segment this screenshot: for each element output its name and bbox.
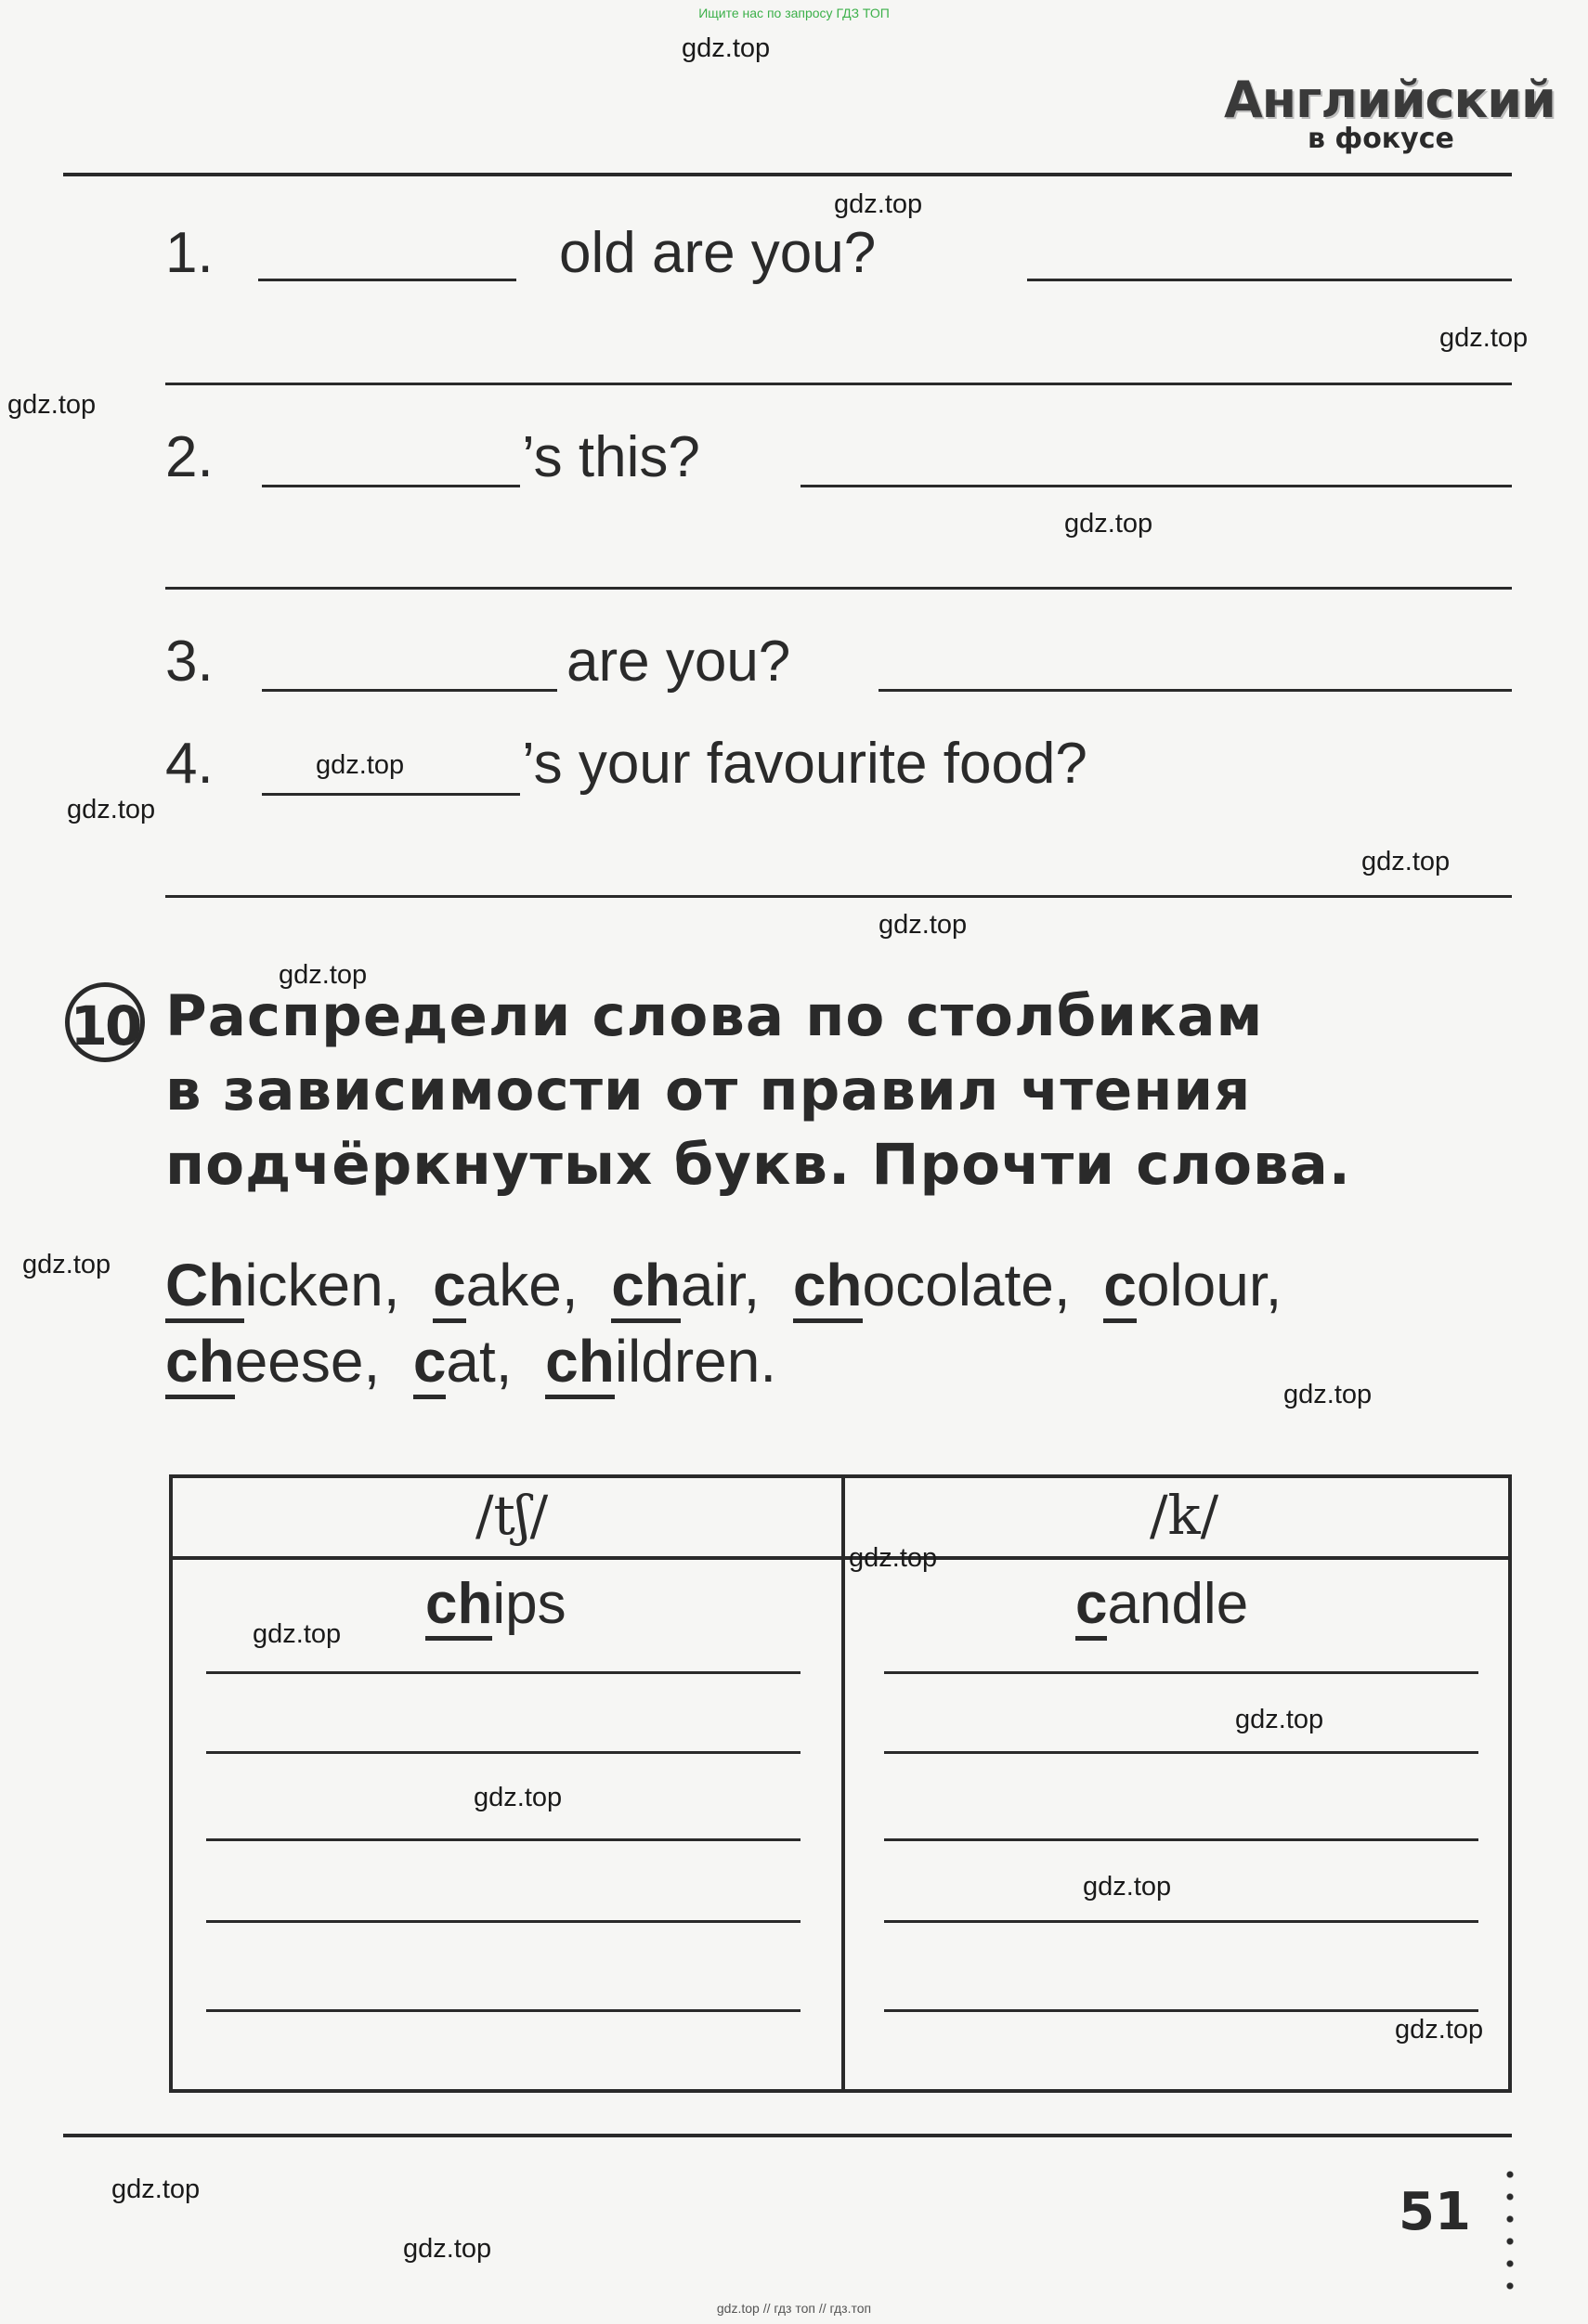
underlined-letters: ch [545,1328,615,1399]
question-1-number: 1. [165,221,214,285]
underlined-letters: Ch [165,1252,244,1323]
watermark: gdz.top [1361,847,1451,876]
answer-line [262,793,520,796]
underlined-letters: c [1075,1572,1107,1641]
exercise-title-line-3: подчёркнутых букв. Прочти слова. [165,1132,1351,1198]
answer-line [165,895,1512,898]
top-note: Ищите нас по запросу ГДЗ ТОП [698,6,890,20]
watermark: gdz.top [1235,1705,1324,1734]
column-1-header: /tʃ/ [475,1484,549,1547]
word-list-line-1 [165,1252,1282,1318]
watermark: gdz.top [67,795,156,824]
watermark: gdz.top [316,750,405,780]
word-list-line-2 [165,1328,777,1395]
table-header-divider [173,1556,1508,1560]
watermark: gdz.top [1439,323,1529,353]
watermark: gdz.top [1083,1872,1172,1902]
column-1-example: chips [425,1571,566,1637]
column-2-example: candle [1075,1571,1248,1637]
watermark: gdz.top [879,910,968,940]
writing-line [206,1838,801,1841]
watermark: gdz.top [1395,2015,1484,2045]
answer-line [262,485,520,487]
question-3-text: are you? [566,630,791,694]
question-3-number: 3. [165,630,214,694]
underlined-letters: ch [165,1328,235,1399]
writing-line [206,1920,801,1923]
answer-line [801,485,1512,487]
answer-line [258,279,516,281]
word-item: cat, [413,1328,513,1399]
book-logo [1224,71,1555,160]
writing-line [884,1751,1478,1754]
dotted-edge-decor [1506,2163,1514,2293]
underlined-letters: ch [425,1572,492,1641]
exercise-number: 10 [70,994,140,1058]
watermark: gdz.top [111,2175,201,2204]
underlined-letters: ch [793,1252,863,1323]
logo-subtitle: в фокусе [1308,123,1454,155]
watermark: gdz.top [682,33,771,63]
watermark: gdz.top [22,1250,111,1279]
watermark: gdz.top [1283,1380,1373,1409]
logo-title: Английский [1224,71,1555,129]
watermark: gdz.top [7,390,97,420]
writing-line [884,2009,1478,2012]
watermark: gdz.top [1064,509,1153,539]
writing-line [206,2009,801,2012]
watermark: gdz.top [834,189,923,219]
underlined-letters: c [1103,1252,1137,1323]
word-item: children. [545,1328,776,1399]
word-item: cheese, [165,1328,380,1399]
writing-line [884,1838,1478,1841]
answer-line [262,689,557,692]
sorting-table [169,1474,1512,2093]
table-column-divider [841,1478,845,2089]
watermark: gdz.top [253,1619,342,1649]
question-1-text: old are you? [559,221,877,285]
writing-line [884,1920,1478,1923]
header-rule [63,173,1512,176]
exercise-title-line-1: Распредели слова по столбикам [165,983,1264,1049]
watermark: gdz.top [474,1783,563,1812]
exercise-number-badge [65,982,145,1062]
underlined-letters: ch [611,1252,681,1323]
answer-line [165,587,1512,590]
question-2-text: ’s this? [522,425,700,489]
watermark: gdz.top [403,2234,492,2264]
writing-line [884,1671,1478,1674]
watermark: gdz.top [849,1543,938,1573]
writing-line [206,1671,801,1674]
answer-line [165,383,1512,385]
underlined-letters: c [413,1328,447,1399]
word-item: chocolate, [793,1252,1071,1323]
question-4-number: 4. [165,732,214,796]
writing-line [206,1751,801,1754]
footer-rule [63,2134,1512,2137]
word-item: Chicken, [165,1252,400,1323]
watermark: gdz.top [279,960,368,990]
question-4-text: ’s your favourite food? [522,732,1087,796]
word-item: chair, [611,1252,760,1323]
page-number: 51 [1399,2182,1471,2242]
word-item: colour, [1103,1252,1282,1323]
question-2-number: 2. [165,425,214,489]
underlined-letters: c [433,1252,466,1323]
answer-line [879,689,1512,692]
column-2-header: /k/ [1150,1484,1219,1547]
exercise-title-line-2: в зависимости от правил чтения [165,1058,1252,1123]
word-item: cake, [433,1252,579,1323]
answer-line [1027,279,1512,281]
bottom-note: gdz.top // гдз топ // гдз.топ [716,2301,872,2316]
